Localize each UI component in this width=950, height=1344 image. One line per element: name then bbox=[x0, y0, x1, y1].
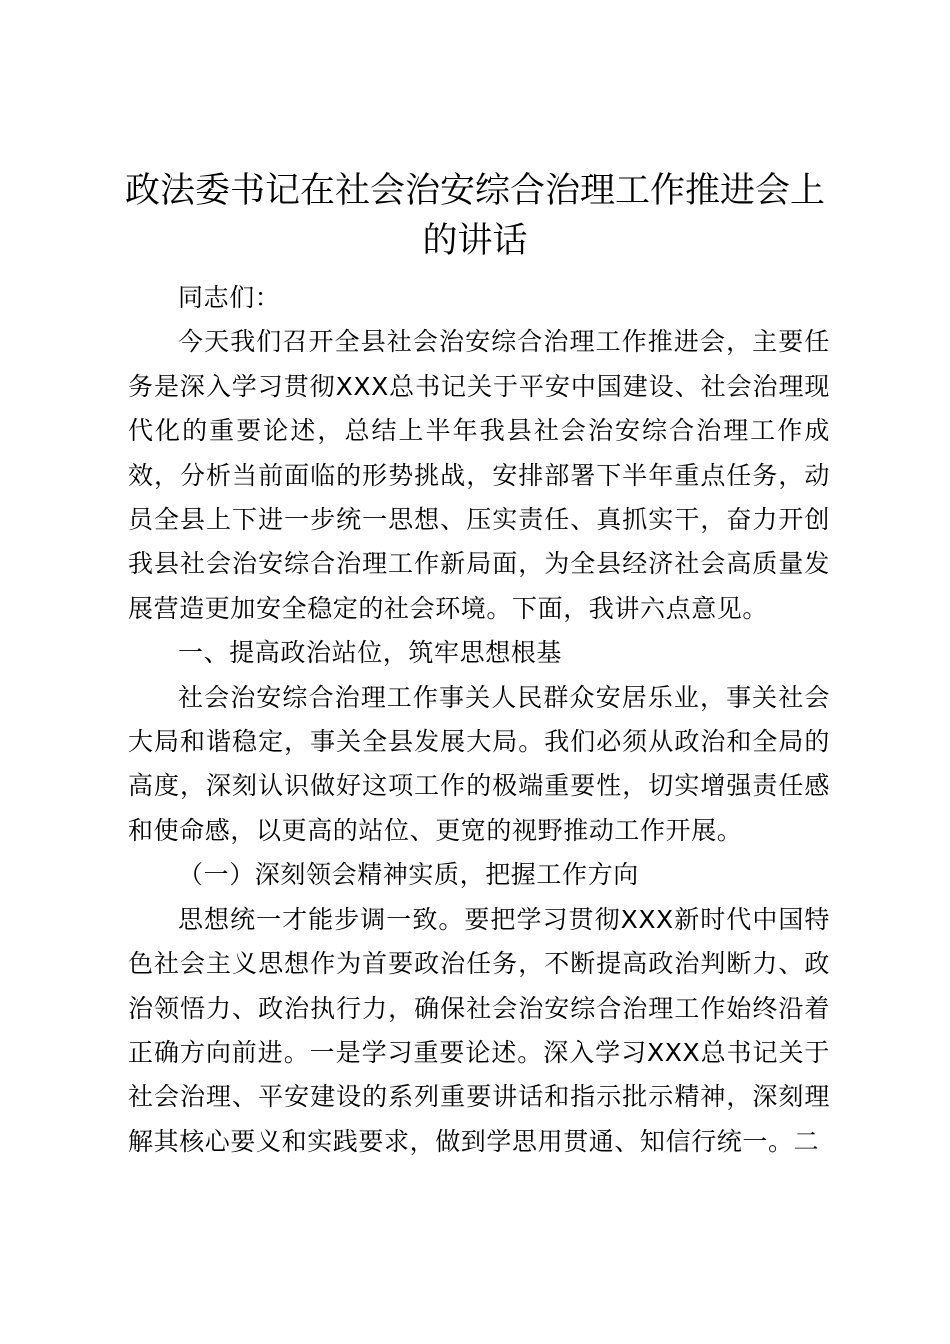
salutation: 同志们： bbox=[178, 283, 281, 312]
subsection-heading-1: （一）深刻领会精神实质，把握工作方向 bbox=[178, 860, 639, 890]
intro-paragraph: 今天我们召开全县社会治安综合治理工作推进会，主要任务是深入学习贯彻XXX总书记关于平安中国建设、社会治理现代化的重要论述，总结上半年我县社会治安综合治理工作成效，分析当前面临的形势挑战，安排部署下半年重点任务，动员全县上下进一步统一思想、压实责任、真抓实干，奋力开创我县社会治安综合治理工作新局面，为全县经济社会高质量发展营造更加安全稳定的社会环境。下面，我讲六点意见。 bbox=[128, 327, 830, 623]
document-title: 政法委书记在社会治安综合治理工作推进会上的讲话 bbox=[124, 171, 825, 261]
document-body bbox=[128, 276, 830, 1164]
section-heading-1: 一、提高政治站位，筑牢思想根基 bbox=[178, 638, 563, 668]
section-paragraph-1: 社会治安综合治理工作事关人民群众安居乐业，事关社会大局和谐稳定，事关全县发展大局。我们必须从政治和全局的高度，深刻认识做好这项工作的极端重要性，切实增强责任感和使命感，以更高的站位、更宽的视野推动工作开展。 bbox=[128, 682, 830, 845]
subsection-paragraph-1: 思想统一才能步调一致。要把学习贯彻XXX新时代中国特色社会主义思想作为首要政治任务，不断提高政治判断力、政治领悟力、政治执行力，确保社会治安综合治理工作始终沿着正确方向前进。一是学习重要论述。深入学习XXX总书记关于社会治理、平安建设的系列重要讲话和指示批示精神，深刻理解其核心要义和实践要求，做到学思用贯通、知信行统一。二 bbox=[128, 904, 830, 1156]
